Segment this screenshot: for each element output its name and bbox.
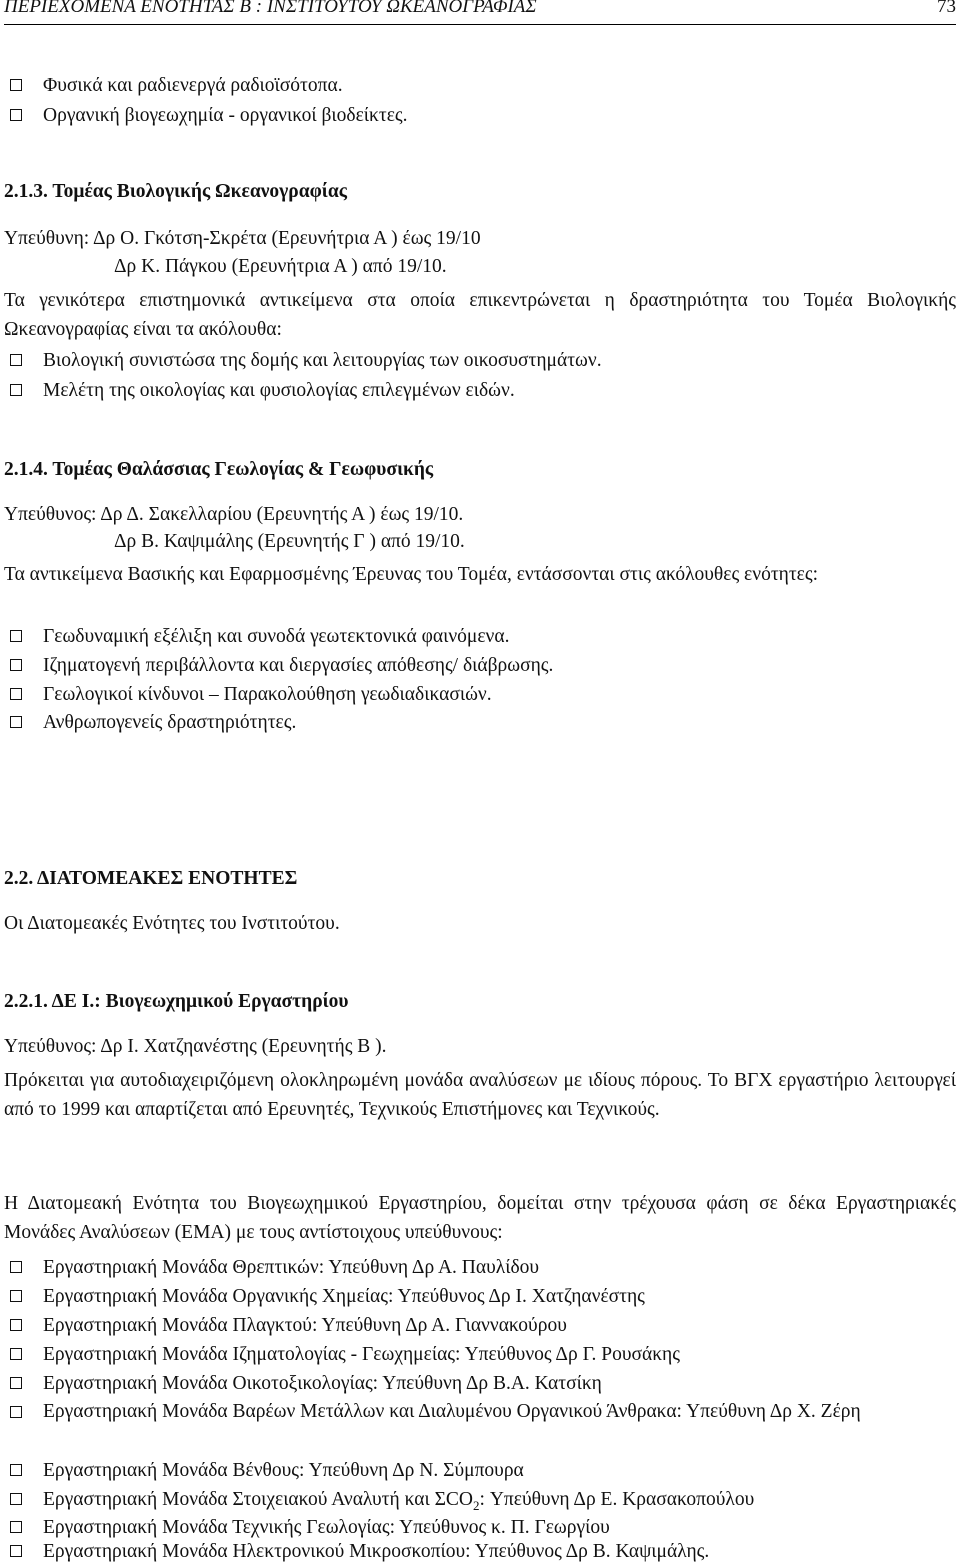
checkbox-bullet-icon — [10, 659, 22, 671]
checkbox-bullet-icon — [10, 109, 22, 121]
checkbox-bullet-icon — [10, 1521, 22, 1533]
checkbox-bullet-icon — [10, 1261, 22, 1273]
checkbox-bullet-icon — [10, 688, 22, 700]
checkbox-bullet-icon — [10, 79, 22, 91]
list-item: Εργαστηριακή Μονάδα Βαρέων Μετάλλων και Διαλυμένου Οργανικού Άνθρακα: Υπεύθυνη Δρ Χ. Ζέρη — [4, 1397, 956, 1426]
paragraph: Η Διατομεακή Ενότητα του Βιογεωχημικού Εργαστηρίου, δομείται στην τρέχουσα φάση σε δέκα Εργαστηριακές Μονάδες Αναλύσεων (ΕΜΑ) με τους αντίστοιχους υπεύθυνους: — [4, 1193, 956, 1243]
checkbox-bullet-icon — [10, 716, 22, 728]
paragraph: Οι Διατομεακές Ενότητες του Ινστιτούτου. — [4, 913, 340, 934]
responsible-line: Υπεύθυνος: Δρ Δ. Σακελλαρίου (Ερευνητής Α ) έως 19/10. — [4, 504, 464, 525]
checkbox-bullet-icon — [10, 1290, 22, 1302]
checkbox-bullet-icon — [10, 1406, 22, 1418]
paragraph: Τα αντικείμενα Βασικής και Εφαρμοσμένης Έρευνας του Τομέα, εντάσσονται στις ακόλουθες ενότητες: — [4, 564, 819, 585]
checkbox-bullet-icon — [10, 1348, 22, 1360]
checkbox-bullet-icon — [10, 1464, 22, 1476]
section-heading: 2.2.1. ΔΕ Ι.: Βιογεωχημικού Εργαστηρίου — [4, 991, 349, 1012]
paragraph: Πρόκειται για αυτοδιαχειριζόμενη ολοκληρωμένη μονάδα αναλύσεων με ιδίους πόρους. Το ΒΓΧ εργαστήριο λειτουργεί από το 1999 και απαρτίζεται από Ερευνητές, Τεχνικούς Επιστήμονες και Τεχνικούς. — [4, 1070, 956, 1120]
section-heading: 2.2. ΔΙΑΤΟΜΕΑΚΕΣ ΕΝΟΤΗΤΕΣ — [4, 868, 298, 889]
section-heading: 2.1.3. Τομέας Βιολογικής Ωκεανογραφίας — [4, 181, 347, 202]
responsible-line: Δρ Β. Καψιμάλης (Ερευνητής Γ ) από 19/10. — [114, 531, 465, 552]
header-title: ΠΕΡΙΕΧΟΜΕΝΑ ΕΝΟΤΗΤΑΣ Β : ΙΝΣΤΙΤΟΥΤΟΥ ΩΚΕΑΝΟΓΡΑΦΙΑΣ — [4, 0, 537, 17]
checkbox-bullet-icon — [10, 384, 22, 396]
page-header — [4, 0, 956, 25]
checkbox-bullet-icon — [10, 354, 22, 366]
paragraph: Τα γενικότερα επιστημονικά αντικείμενα στα οποία επικεντρώνεται η δραστηριότητα του Τομέα Βιολογικής Ωκεανογραφίας είναι τα ακόλουθα: — [4, 290, 956, 340]
document-page: ΠΕΡΙΕΧΟΜΕΝΑ ΕΝΟΤΗΤΑΣ Β : ΙΝΣΤΙΤΟΥΤΟΥ ΩΚΕΑΝΟΓΡΑΦΙΑΣ 73 Φυσικά και ραδιενεργά ραδιοϊσότοπα. Οργανική βιογεωχημία - οργανικοί βιοδείκτες. 2.1.3. Τομέας Βιολογικής Ωκεανογραφίας Υπεύθυνη: Δρ Ο. Γκότση-Σκρέτα (Ερευνήτρια Α ) έως 19/10 Δρ Κ. Πάγκου (Ερευνήτρια Α ) από 19/10. Τα γενικότερα επιστημονικά αντικείμενα στα οποία επικεντρώνεται η δραστηριότητα του Τομέα Βιολογικής Ωκεανογραφίας είναι τα ακόλουθα: Βιολογική συνιστώσα της δομής και λειτουργίας των οικοσυστημάτων. Μελέτη της οικολογίας και φυσιολογίας επιλεγμένων ειδών. 2.1.4. Τομέας Θαλάσσιας Γεωλογίας & Γεωφυσικής Υπεύθυνος: Δρ Δ. Σακελλαρίου (Ερευνητής Α ) έως 19/10. Δρ Β. Καψιμάλης (Ερευνητής Γ ) από 19/10. Τα αντικείμενα Βασικής και Εφαρμοσμένης Έρευνας του Τομέα, εντάσσονται στις ακόλουθες ενότητες: Γεωδυναμική εξέλιξη και συνοδά γεωτεκτονικά φαινόμενα. Ιζηματογενή περιβάλλοντα και διεργασίες απόθεσης/ διάβρωσης. Γεωλογικοί κίνδυνοι – Παρακολούθηση γεωδιαδικασιών. Ανθρωπογενείς δραστηριότητες. 2.2. ΔΙΑΤΟΜΕΑΚΕΣ ΕΝΟΤΗΤΕΣ Οι Διατομεακές Ενότητες του Ινστιτούτου. 2.2.1. ΔΕ Ι.: Βιογεωχημικού Εργαστηρίου Υπεύθυνος: Δρ Ι. Χατζηανέστης (Ερευνητής Β ). Πρόκειται για αυτοδιαχειριζόμενη ολοκληρωμένη μονάδα αναλύσεων με ιδίους πόρους. Το ΒΓΧ εργαστήριο λειτουργεί από το 1999 και απαρτίζεται από Ερευνητές, Τεχνικούς Επιστήμονες και Τεχνικούς. Η Διατομεακή Ενότητα του Βιογεωχημικού Εργαστηρίου, δομείται στην τρέχουσα φάση σε δέκα Εργαστηριακές Μονάδες Αναλύσεων (ΕΜΑ) με τους αντίστοιχους υπεύθυνους: Εργαστηριακή Μονάδα Θρεπτικών: Υπεύθυνη Δρ Α. Παυλίδου Εργαστηριακή Μονάδα Οργανικής Χημείας: Υπεύθυνος Δρ Ι. Χατζηανέστης Εργαστηριακή Μονάδα Πλαγκτού: Υπεύθυνη Δρ Α. Γιαννακούρου Εργαστηριακή Μονάδα Ιζηματολογίας - Γεωχημείας: Υπεύθυνος Δρ Γ. Ρουσάκης Εργαστηριακή Μονάδα Οικοτοξικολογίας: Υπεύθυνη Δρ Β.Α. Κατσίκη Εργαστηριακή Μονάδα Βαρέων Μετάλλων και Διαλυμένου Οργανικού Άνθρακα: Υπεύθυνη Δρ Χ. Ζέρη Εργαστηριακή Μονάδα Βένθους: Υπεύθυνη Δρ Ν. Σύμπουρα Εργαστηριακή Μονάδα Στοιχειακού Αναλυτή και $\Sigma CO_2$: Υπεύθυνη Δρ Ε. Κρασακοπούλου Εργαστηριακή Μονάδα Τεχνικής Γεωλογίας: Υπεύθυνος κ. Π. Γεωργίου Εργαστηριακή Μονάδα Ηλεκτρονικού Μικροσκοπίου: Υπεύθυνος Δρ Β. Καψιμάλης. — [0, 0, 960, 1565]
responsible-line: Υπεύθυνος: Δρ Ι. Χατζηανέστης (Ερευνητής Β ). — [4, 1036, 387, 1057]
section-heading: 2.1.4. Τομέας Θαλάσσιας Γεωλογίας & Γεωφυσικής — [4, 459, 434, 480]
page-number: 73 — [937, 0, 956, 17]
responsible-line: Δρ Κ. Πάγκου (Ερευνήτρια Α ) από 19/10. — [114, 256, 447, 277]
checkbox-bullet-icon — [10, 1377, 22, 1389]
checkbox-bullet-icon — [10, 1545, 22, 1557]
checkbox-bullet-icon — [10, 1319, 22, 1331]
checkbox-bullet-icon — [10, 630, 22, 642]
responsible-line: Υπεύθυνη: Δρ Ο. Γκότση-Σκρέτα (Ερευνήτρια Α ) έως 19/10 — [4, 228, 481, 249]
checkbox-bullet-icon — [10, 1493, 22, 1505]
